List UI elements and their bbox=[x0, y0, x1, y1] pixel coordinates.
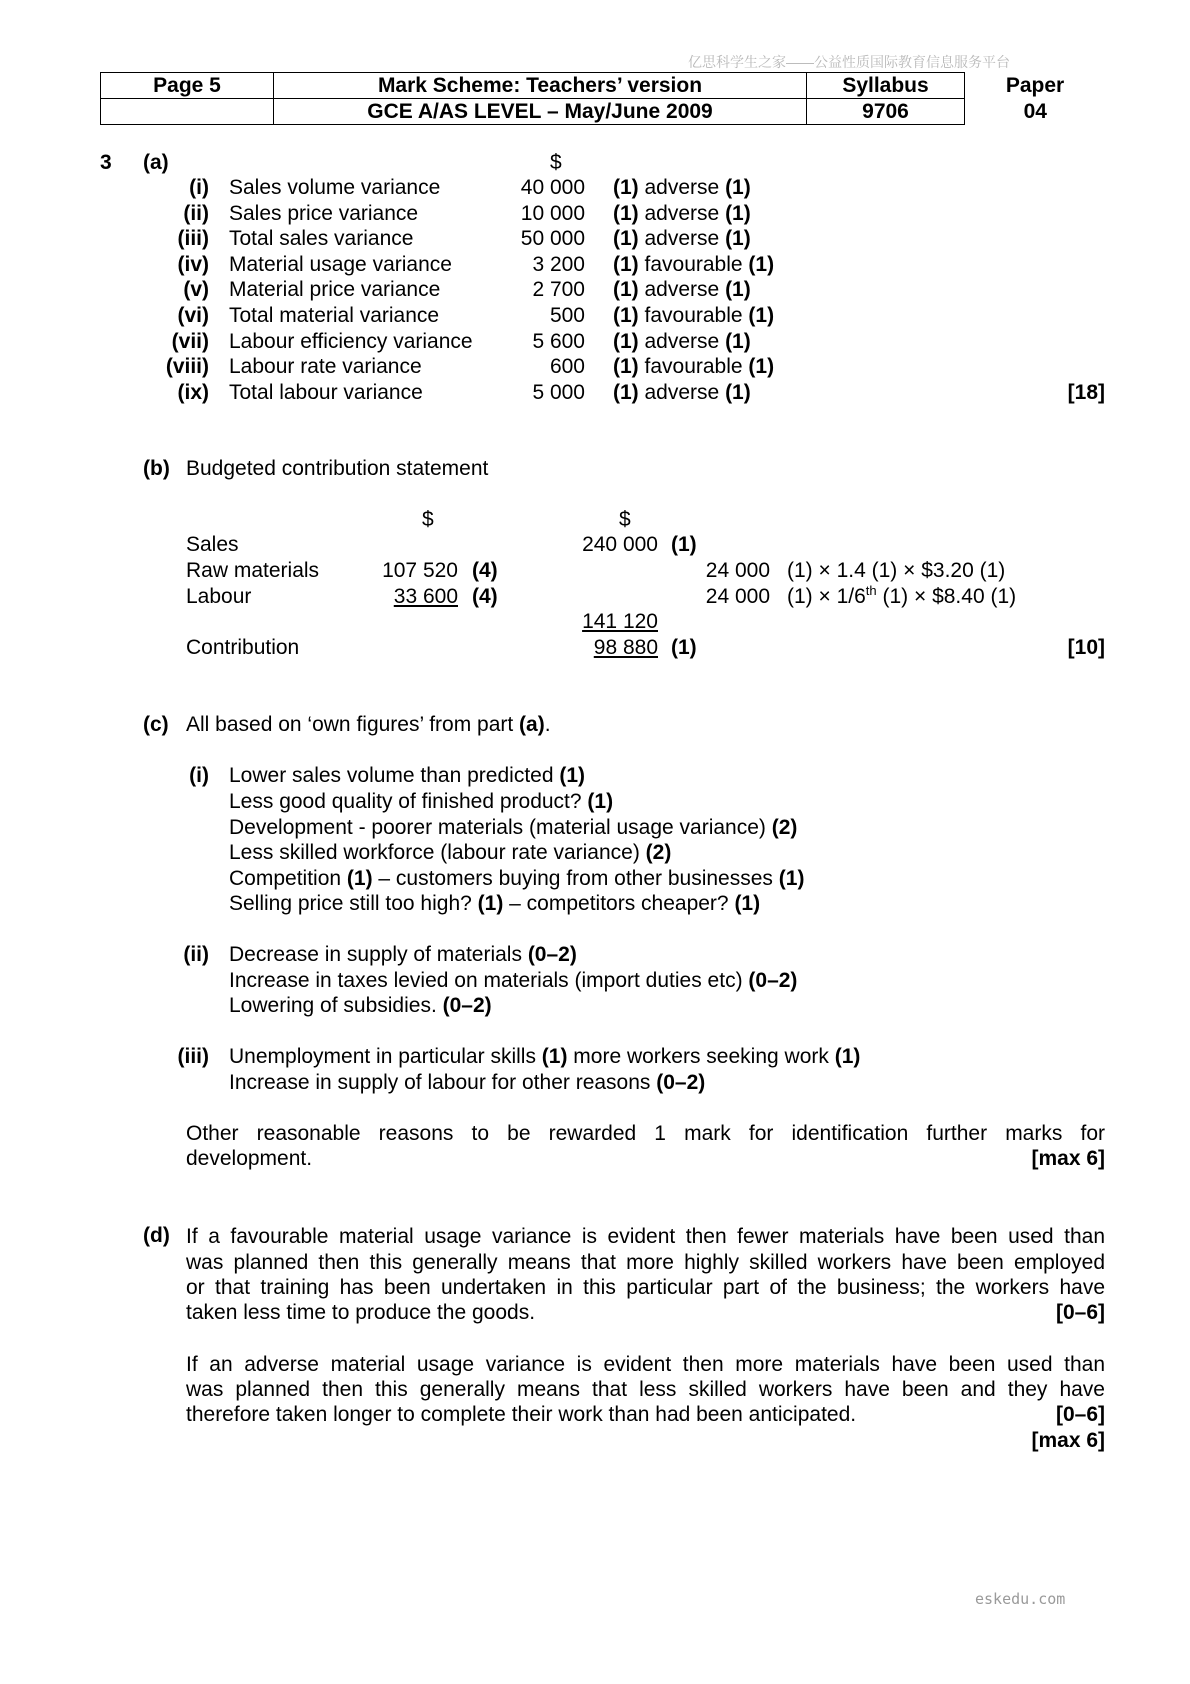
header-exam: GCE A/AS LEVEL – May/June 2009 bbox=[274, 99, 807, 125]
variance-row-direction: adverse bbox=[638, 176, 726, 199]
variance-row-num: (iv) bbox=[177, 253, 209, 276]
part-d-p1-line1: If a favourable material usage variance is evident then fewer materials have been used than bbox=[186, 1225, 1105, 1248]
part-c-i-line bbox=[229, 816, 797, 840]
variance-row-direction: adverse bbox=[638, 227, 726, 250]
part-c-i-line bbox=[229, 764, 585, 788]
raw-materials-mark: (4) bbox=[472, 559, 498, 582]
variance-row-amount: 50 000 bbox=[520, 227, 585, 250]
line-mark: (1) bbox=[734, 892, 761, 915]
line-text: – customers buying from other businesses bbox=[372, 867, 779, 890]
part-c-label: (c) bbox=[143, 713, 169, 736]
part-b-title: Budgeted contribution statement bbox=[186, 457, 489, 480]
variance-row-mark: (1) bbox=[748, 355, 775, 378]
variance-row-num: (iii) bbox=[177, 227, 209, 250]
variance-row-amount: 3 200 bbox=[532, 253, 585, 276]
variance-row-num: (viii) bbox=[165, 355, 209, 378]
subtotal-amount: 141 120 bbox=[582, 610, 658, 633]
line-mark: (0–2) bbox=[748, 969, 798, 992]
header-paper-code: 04 bbox=[1023, 100, 1047, 123]
line-mark: (1) bbox=[587, 790, 614, 813]
line-mark: (1) bbox=[834, 1045, 861, 1068]
part-c-i-line bbox=[229, 867, 804, 891]
part-c-ii-line bbox=[229, 969, 797, 993]
line-mark: (1) bbox=[559, 764, 586, 787]
variance-row-direction: favourable bbox=[638, 355, 749, 378]
part-c-iii-line bbox=[229, 1071, 705, 1095]
variance-row-mark: (1) bbox=[725, 278, 751, 301]
variance-row-amount: 5 600 bbox=[532, 330, 585, 353]
variance-row-label: Material usage variance bbox=[229, 253, 452, 276]
line-text: Increase in taxes levied on materials (import duties etc) bbox=[229, 969, 749, 992]
part-b-col1-currency: $ bbox=[422, 508, 434, 531]
line-text: Unemployment in particular skills bbox=[229, 1045, 542, 1068]
labour-working-sup: th bbox=[865, 583, 877, 598]
variance-row-amount: 500 bbox=[549, 304, 585, 327]
variance-row-result bbox=[613, 355, 774, 379]
part-c-intro-end: . bbox=[544, 713, 551, 736]
question-number: 3 bbox=[100, 151, 112, 174]
variance-row-mark: (1) bbox=[613, 278, 639, 301]
part-d-p1-line3: or that training has been undertaken in this particular part of the business; the workers have bbox=[186, 1276, 1105, 1299]
part-d-p2-line2: was planned then this generally means that less skilled workers have been and they have bbox=[186, 1378, 1105, 1401]
part-c-intro bbox=[186, 713, 551, 737]
line-text: Lower sales volume than predicted bbox=[229, 764, 560, 787]
variance-row-mark: (1) bbox=[613, 381, 639, 404]
line-text: Increase in supply of labour for other reasons bbox=[229, 1071, 657, 1094]
labour-amount: 33 600 bbox=[393, 585, 458, 608]
part-a-total-marks: [18] bbox=[1067, 381, 1105, 404]
variance-row-label: Labour rate variance bbox=[229, 355, 422, 378]
labour-working bbox=[787, 585, 1016, 609]
variance-row-result bbox=[613, 202, 751, 226]
variance-row-mark: (1) bbox=[725, 330, 751, 353]
part-c-iii-line bbox=[229, 1045, 860, 1069]
line-mark: (1) bbox=[346, 867, 373, 890]
header-title: Mark Scheme: Teachers’ version bbox=[274, 73, 807, 99]
variance-row-label: Total material variance bbox=[229, 304, 440, 327]
line-text: Less good quality of finished product? bbox=[229, 790, 588, 813]
variance-row-mark: (1) bbox=[725, 227, 751, 250]
line-mark: (0–2) bbox=[442, 994, 492, 1017]
variance-row-mark: (1) bbox=[613, 202, 639, 225]
variance-row-direction: adverse bbox=[638, 381, 726, 404]
variance-row-label: Sales price variance bbox=[229, 202, 419, 225]
part-c-i-line bbox=[229, 790, 613, 814]
sales-label: Sales bbox=[186, 533, 239, 556]
line-text: Development - poorer materials (material usage variance) bbox=[229, 816, 772, 839]
line-text: more workers seeking work bbox=[567, 1045, 835, 1068]
variance-row-amount: 2 700 bbox=[532, 278, 585, 301]
line-text: – competitors cheaper? bbox=[503, 892, 735, 915]
variance-row-result bbox=[613, 253, 774, 277]
variance-row-result bbox=[613, 330, 751, 354]
line-mark: (0–2) bbox=[656, 1071, 706, 1094]
variance-row-mark: (1) bbox=[613, 355, 639, 378]
variance-row-result bbox=[613, 176, 751, 200]
labour-working-qty: 24 000 bbox=[705, 585, 770, 608]
part-c-other-line1: Other reasonable reasons to be rewarded 1 mark for identification further marks for bbox=[186, 1122, 1105, 1145]
variance-row-label: Sales volume variance bbox=[229, 176, 441, 199]
part-c-iii-num: (iii) bbox=[177, 1045, 209, 1068]
raw-materials-working: (1) × 1.4 (1) × $3.20 (1) bbox=[787, 559, 1006, 582]
line-text: Competition bbox=[229, 867, 347, 890]
watermark-top: 亿思科学生之家——公益性质国际教育信息服务平台 bbox=[688, 54, 1010, 70]
variance-row-mark: (1) bbox=[613, 227, 639, 250]
variance-row-direction: favourable bbox=[638, 253, 749, 276]
variance-row-mark: (1) bbox=[613, 304, 639, 327]
part-a-currency: $ bbox=[550, 151, 562, 174]
line-text: Decrease in supply of materials bbox=[229, 943, 528, 966]
variance-row-mark: (1) bbox=[725, 381, 751, 404]
part-c-i-num: (i) bbox=[189, 764, 209, 787]
variance-row-mark: (1) bbox=[613, 330, 639, 353]
variance-row-num: (ii) bbox=[183, 202, 209, 225]
contribution-label: Contribution bbox=[186, 636, 300, 659]
header-page: Page 5 bbox=[101, 73, 274, 99]
header-empty-cell bbox=[101, 99, 274, 125]
part-c-intro-text: All based on ‘own figures’ from part bbox=[186, 713, 520, 736]
part-d-p1-line4: taken less time to produce the goods. bbox=[186, 1301, 536, 1324]
part-d-p2-line1: If an adverse material usage variance is evident then more materials have been used than bbox=[186, 1353, 1105, 1376]
part-d-p2-marks: [0–6] bbox=[1055, 1403, 1105, 1426]
variance-row-num: (vi) bbox=[177, 304, 209, 327]
part-c-other-line2: development. bbox=[186, 1147, 313, 1170]
part-d-p1-marks: [0–6] bbox=[1055, 1301, 1105, 1324]
watermark-bottom: eskedu.com bbox=[975, 1590, 1066, 1608]
raw-materials-working-qty: 24 000 bbox=[705, 559, 770, 582]
part-a-label: (a) bbox=[143, 151, 169, 174]
part-c-ii-line bbox=[229, 943, 577, 967]
variance-row-amount: 40 000 bbox=[520, 176, 585, 199]
part-c-i-line bbox=[229, 841, 671, 865]
variance-row-direction: adverse bbox=[638, 202, 726, 225]
variance-row-mark: (1) bbox=[613, 253, 639, 276]
line-text: Selling price still too high? bbox=[229, 892, 478, 915]
sales-amount: 240 000 bbox=[582, 533, 658, 556]
variance-row-amount: 600 bbox=[549, 355, 585, 378]
line-mark: (2) bbox=[645, 841, 672, 864]
variance-row-num: (v) bbox=[183, 278, 209, 301]
part-c-intro-bold: (a) bbox=[519, 713, 545, 736]
variance-row-direction: adverse bbox=[638, 330, 726, 353]
part-d-max-marks: [max 6] bbox=[1031, 1429, 1105, 1452]
variance-row-result bbox=[613, 227, 751, 251]
part-b-total-marks: [10] bbox=[1067, 636, 1105, 659]
variance-row-amount: 10 000 bbox=[520, 202, 585, 225]
variance-row-label: Material price variance bbox=[229, 278, 441, 301]
part-c-i-line bbox=[229, 892, 760, 916]
variance-row-label: Total sales variance bbox=[229, 227, 414, 250]
header-syllabus-label: Syllabus bbox=[807, 73, 965, 99]
contribution-mark: (1) bbox=[671, 636, 697, 659]
line-mark: (1) bbox=[778, 867, 805, 890]
part-b-col2-currency: $ bbox=[619, 508, 631, 531]
part-b-label: (b) bbox=[143, 457, 170, 480]
line-mark: (0–2) bbox=[527, 943, 577, 966]
labour-working-pre: (1) × 1/6 bbox=[787, 585, 866, 608]
part-d-p2-line3: therefore taken longer to complete their work than had been anticipated. bbox=[186, 1403, 857, 1426]
variance-row-mark: (1) bbox=[613, 176, 639, 199]
part-c-max-marks: [max 6] bbox=[1031, 1147, 1105, 1170]
part-c-ii-num: (ii) bbox=[183, 943, 209, 966]
header-paper-label: Paper bbox=[1005, 74, 1065, 97]
variance-row-direction: adverse bbox=[638, 278, 726, 301]
variance-row-direction: favourable bbox=[638, 304, 749, 327]
variance-row-mark: (1) bbox=[725, 176, 751, 199]
contribution-amount: 98 880 bbox=[593, 636, 658, 659]
variance-row-label: Labour efficiency variance bbox=[229, 330, 473, 353]
part-c-ii-line bbox=[229, 994, 492, 1018]
variance-row-num: (ix) bbox=[177, 381, 209, 404]
variance-row-result bbox=[613, 381, 751, 405]
labour-label: Labour bbox=[186, 585, 252, 608]
variance-row-num: (i) bbox=[189, 176, 209, 199]
line-mark: (2) bbox=[771, 816, 798, 839]
labour-working-post: (1) × $8.40 (1) bbox=[876, 585, 1017, 608]
variance-row-amount: 5 000 bbox=[532, 381, 585, 404]
variance-row-label: Total labour variance bbox=[229, 381, 423, 404]
line-text: Lowering of subsidies. bbox=[229, 994, 443, 1017]
variance-row-result bbox=[613, 278, 751, 302]
header-table bbox=[100, 72, 1106, 125]
labour-mark: (4) bbox=[472, 585, 498, 608]
sales-mark: (1) bbox=[671, 533, 697, 556]
variance-row-result bbox=[613, 304, 774, 328]
raw-materials-amount: 107 520 bbox=[382, 559, 458, 582]
variance-row-mark: (1) bbox=[748, 253, 775, 276]
raw-materials-label: Raw materials bbox=[186, 559, 320, 582]
line-text: Less skilled workforce (labour rate variance) bbox=[229, 841, 646, 864]
header-syllabus-code: 9706 bbox=[807, 99, 965, 125]
part-d-p1-line2: was planned then this generally means that more highly skilled workers have been employed bbox=[186, 1251, 1105, 1274]
variance-row-mark: (1) bbox=[748, 304, 775, 327]
variance-row-num: (vii) bbox=[171, 330, 209, 353]
line-mark: (1) bbox=[477, 892, 504, 915]
part-d-label: (d) bbox=[143, 1224, 170, 1247]
variance-row-mark: (1) bbox=[725, 202, 751, 225]
line-mark: (1) bbox=[541, 1045, 568, 1068]
